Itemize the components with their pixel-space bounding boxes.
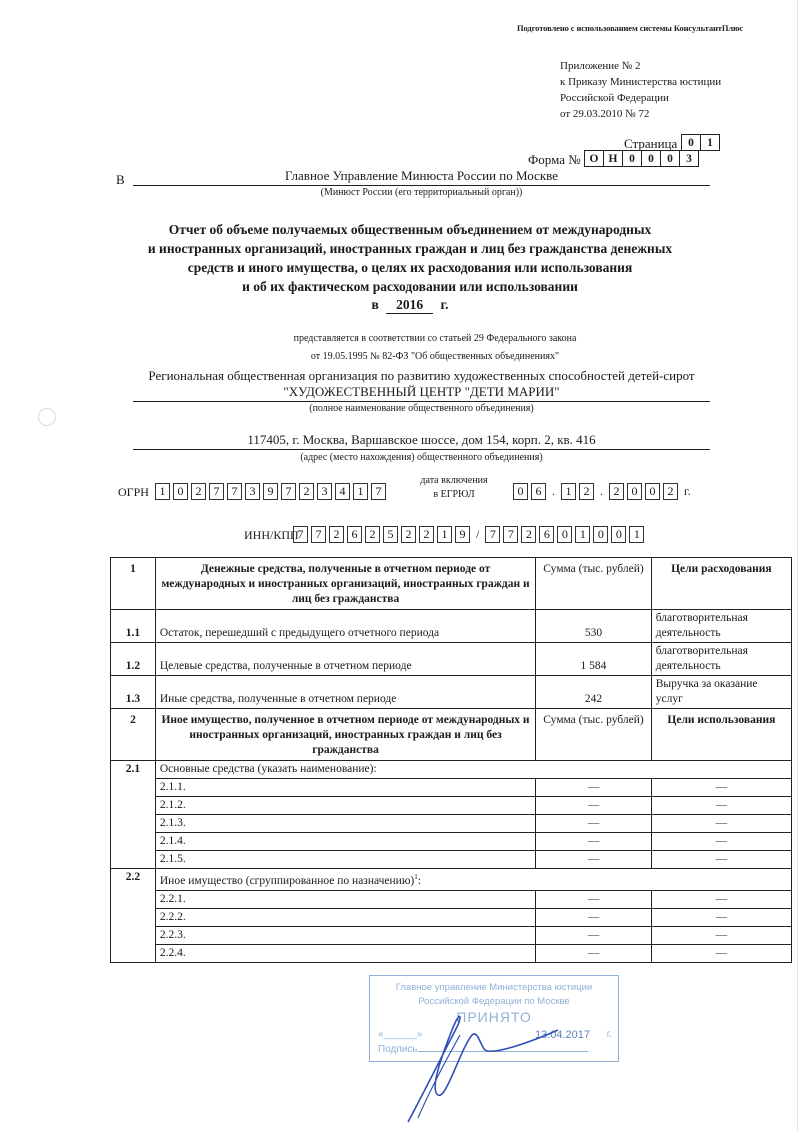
stamp-date-suffix: г. xyxy=(606,1029,612,1040)
date-digit: 0 xyxy=(513,483,528,500)
ogrn-cells xyxy=(155,483,389,500)
section-number: 1 xyxy=(111,558,156,610)
organization-address: 117405, г. Москва, Варшавское шоссе, дом 154, корп. 2, кв. 416 xyxy=(133,432,710,450)
section-title: Иное имущество, полученное в отчетном периоде от международных и иностранных организаций, иностранных граждан и лиц без гражданства xyxy=(155,709,535,761)
appendix-line: Приложение № 2 xyxy=(560,60,641,72)
row-label: 2.1.3. xyxy=(155,815,535,833)
row-label: 2.1.5. xyxy=(155,851,535,869)
row-sum: — xyxy=(536,890,652,908)
date-digit: 0 xyxy=(627,483,642,500)
year-suffix: г. xyxy=(440,297,449,312)
row-label: 2.1.4. xyxy=(155,833,535,851)
title-line: и иностранных организаций, иностранных граждан и лиц без гражданства денежных xyxy=(147,241,673,256)
ogrn-digit: 1 xyxy=(353,483,368,500)
row-sum: — xyxy=(536,851,652,869)
table-row xyxy=(111,926,792,944)
ogrn-digit: 2 xyxy=(299,483,314,500)
group-header-row xyxy=(111,761,792,779)
appendix-line: от 29.03.2010 № 72 xyxy=(560,108,650,120)
row-sum: — xyxy=(536,908,652,926)
inn-kpp-separator: / xyxy=(476,527,480,541)
table-row xyxy=(111,890,792,908)
page-number-cells xyxy=(682,134,720,151)
org-name-line: Региональная общественная организация по развитию художественных способностей детей-сирот xyxy=(148,368,695,383)
kpp-digit: 2 xyxy=(521,526,536,543)
signature-icon xyxy=(400,990,560,1130)
date-separator: . xyxy=(600,484,603,498)
organization-address-caption: (адрес (место нахождения) общественного объединения) xyxy=(300,452,543,463)
section1-header-row xyxy=(111,558,792,610)
ogrn-digit: 9 xyxy=(263,483,278,500)
organization-name xyxy=(133,368,710,402)
inn-kpp-label: ИНН/КПП xyxy=(244,528,299,542)
recipient-prefix: В xyxy=(116,172,125,187)
year-prefix: в xyxy=(371,297,379,312)
ogrn-digit: 3 xyxy=(245,483,260,500)
ogrn-digit: 0 xyxy=(173,483,188,500)
form-code-char: 0 xyxy=(660,150,680,167)
ogrn-digit: 7 xyxy=(281,483,296,500)
kpp-digit: 6 xyxy=(539,526,554,543)
section-number: 2 xyxy=(111,709,156,761)
inn-digit: 9 xyxy=(455,526,470,543)
form-code-char: О xyxy=(584,150,604,167)
form-code-cells xyxy=(585,150,699,167)
section2-header-row xyxy=(111,709,792,761)
page-digit: 0 xyxy=(681,134,701,151)
table-row xyxy=(111,833,792,851)
table-row xyxy=(111,676,792,709)
row-label: Иные средства, полученные в отчетном периоде xyxy=(155,676,535,709)
row-sum: — xyxy=(536,926,652,944)
kpp-digit: 1 xyxy=(629,526,644,543)
group-header-row xyxy=(111,869,792,891)
row-sum: 242 xyxy=(536,676,652,709)
row-goal: — xyxy=(651,779,791,797)
ogrn-digit: 1 xyxy=(155,483,170,500)
row-label: 2.1.1. xyxy=(155,779,535,797)
row-sum: 530 xyxy=(536,610,652,643)
row-label: Целевые средства, полученные в отчетном периоде xyxy=(155,643,535,676)
row-number: 1.1 xyxy=(111,610,156,643)
row-goal: — xyxy=(651,851,791,869)
stamp-date-value: 13.04.2017 xyxy=(534,1029,590,1041)
row-sum: — xyxy=(536,797,652,815)
kpp-digit: 0 xyxy=(557,526,572,543)
date-digit: 2 xyxy=(663,483,678,500)
report-title xyxy=(100,220,720,296)
organization-name-caption: (полное наименование общественного объединения) xyxy=(309,403,534,414)
inn-kpp-cells xyxy=(293,526,647,543)
row-number: 1.3 xyxy=(111,676,156,709)
row-goal: благотворительная деятельность xyxy=(651,610,791,643)
kpp-digit: 1 xyxy=(575,526,590,543)
page-digit: 1 xyxy=(700,134,720,151)
date-suffix: г. xyxy=(684,484,691,498)
appendix-line: к Приказу Министерства юстиции xyxy=(560,76,722,88)
section-title: Денежные средства, полученные в отчетном периоде от международных и иностранных организаций, иностранных граждан и лиц без гражданства xyxy=(155,558,535,610)
title-line: средств и иного имущества, о целях их расходования или использования xyxy=(187,260,633,275)
egrul-label-line: дата включения xyxy=(420,475,488,486)
title-line: Отчет об объеме получаемых общественным объединением от международных xyxy=(168,222,652,237)
inn-digit: 2 xyxy=(329,526,344,543)
row-goal: Выручка за оказание услуг xyxy=(651,676,791,709)
stamp-signature-label: Подпись xyxy=(378,1044,418,1055)
date-digit: 2 xyxy=(609,483,624,500)
form-label: Форма № xyxy=(528,152,581,167)
kpp-digit: 7 xyxy=(503,526,518,543)
form-code-char: 0 xyxy=(641,150,661,167)
table-row xyxy=(111,815,792,833)
row-goal: — xyxy=(651,797,791,815)
table-row xyxy=(111,610,792,643)
row-sum: — xyxy=(536,833,652,851)
report-year-line xyxy=(100,297,720,314)
date-digit: 2 xyxy=(579,483,594,500)
stamp-line: Главное управление Министерства юстиции xyxy=(395,982,593,993)
date-digit: 0 xyxy=(645,483,660,500)
goal-header: Цели расходования xyxy=(651,558,791,610)
row-sum: — xyxy=(536,779,652,797)
consultant-note: Подготовлено с использованием системы КонсультантПлюс xyxy=(517,23,744,33)
org-name-line: "ХУДОЖЕСТВЕННЫЙ ЦЕНТР "ДЕТИ МАРИИ" xyxy=(283,384,560,399)
ogrn-digit: 2 xyxy=(191,483,206,500)
row-label: Остаток, перешедший с предыдущего отчетного периода xyxy=(155,610,535,643)
page-edge xyxy=(797,0,798,1131)
group-label: Основные средства (указать наименование): xyxy=(155,761,791,779)
group-number: 2.1 xyxy=(111,761,156,869)
recipient-field: Главное Управление Минюста России по Москве xyxy=(133,168,710,186)
report-year: 2016 xyxy=(386,297,433,314)
row-goal: — xyxy=(651,908,791,926)
group-label-text: Иное имущество (сгруппированное по назначению) xyxy=(159,874,415,887)
row-label: 2.1.2. xyxy=(155,797,535,815)
date-separator: . xyxy=(552,484,555,498)
row-goal: благотворительная деятельность xyxy=(651,643,791,676)
title-line: и об их фактическом расходовании или использовании xyxy=(242,279,578,294)
sum-header: Сумма (тыс. рублей) xyxy=(536,709,652,761)
row-sum: — xyxy=(536,944,652,962)
group-number: 2.2 xyxy=(111,869,156,963)
row-goal: — xyxy=(651,944,791,962)
page-label: Страница xyxy=(624,136,678,151)
inn-digit: 2 xyxy=(401,526,416,543)
table-row xyxy=(111,908,792,926)
row-goal: — xyxy=(651,815,791,833)
basis-line: представляется в соответствии со статьей 29 Федерального закона xyxy=(293,333,577,344)
row-label: 2.2.4. xyxy=(155,944,535,962)
table-row xyxy=(111,797,792,815)
recipient-caption: (Минюст России (его территориальный орган)) xyxy=(320,187,523,198)
inn-digit: 2 xyxy=(365,526,380,543)
inn-digit: 7 xyxy=(311,526,326,543)
date-digit: 1 xyxy=(561,483,576,500)
egrul-label-line: в ЕГРЮЛ xyxy=(433,489,475,500)
row-goal: — xyxy=(651,890,791,908)
footnote-marker: 1 xyxy=(414,873,418,881)
kpp-digit: 7 xyxy=(485,526,500,543)
group-label xyxy=(155,869,791,891)
row-sum: — xyxy=(536,815,652,833)
inn-digit: 1 xyxy=(437,526,452,543)
row-goal: — xyxy=(651,926,791,944)
stamp-date-open: «______» xyxy=(378,1029,423,1040)
row-label: 2.2.1. xyxy=(155,890,535,908)
sum-header: Сумма (тыс. рублей) xyxy=(536,558,652,610)
table-row xyxy=(111,779,792,797)
inn-digit: 7 xyxy=(293,526,308,543)
report-table xyxy=(110,557,792,963)
egrul-date-cells xyxy=(513,483,691,500)
group-label-suffix: : xyxy=(417,874,421,887)
row-goal: — xyxy=(651,833,791,851)
appendix-reference xyxy=(560,58,721,122)
row-label: 2.2.2. xyxy=(155,908,535,926)
table-row xyxy=(111,643,792,676)
row-sum: 1 584 xyxy=(536,643,652,676)
ogrn-digit: 4 xyxy=(335,483,350,500)
row-label: 2.2.3. xyxy=(155,926,535,944)
kpp-digit: 0 xyxy=(593,526,608,543)
stamp-line: Российской Федерации по Москве xyxy=(418,996,570,1007)
goal-header: Цели использования xyxy=(651,709,791,761)
ogrn-digit: 3 xyxy=(317,483,332,500)
ogrn-digit: 7 xyxy=(227,483,242,500)
date-digit: 6 xyxy=(531,483,546,500)
table-row xyxy=(111,851,792,869)
form-code-char: 0 xyxy=(622,150,642,167)
legal-basis xyxy=(160,330,710,366)
hole-punch-mark xyxy=(38,408,56,426)
basis-line: от 19.05.1995 № 82-ФЗ "Об общественных объединениях" xyxy=(310,351,560,362)
ogrn-label: ОГРН xyxy=(118,485,149,499)
inn-digit: 5 xyxy=(383,526,398,543)
inn-digit: 6 xyxy=(347,526,362,543)
form-code-char: Н xyxy=(603,150,623,167)
ogrn-digit: 7 xyxy=(209,483,224,500)
row-number: 1.2 xyxy=(111,643,156,676)
table-row xyxy=(111,944,792,962)
form-code-char: 3 xyxy=(679,150,699,167)
stamp-accepted: ПРИНЯТО xyxy=(456,1009,532,1025)
ogrn-digit: 7 xyxy=(371,483,386,500)
egrul-date-label xyxy=(414,474,494,502)
appendix-line: Российской Федерации xyxy=(560,92,669,104)
inn-digit: 2 xyxy=(419,526,434,543)
kpp-digit: 0 xyxy=(611,526,626,543)
